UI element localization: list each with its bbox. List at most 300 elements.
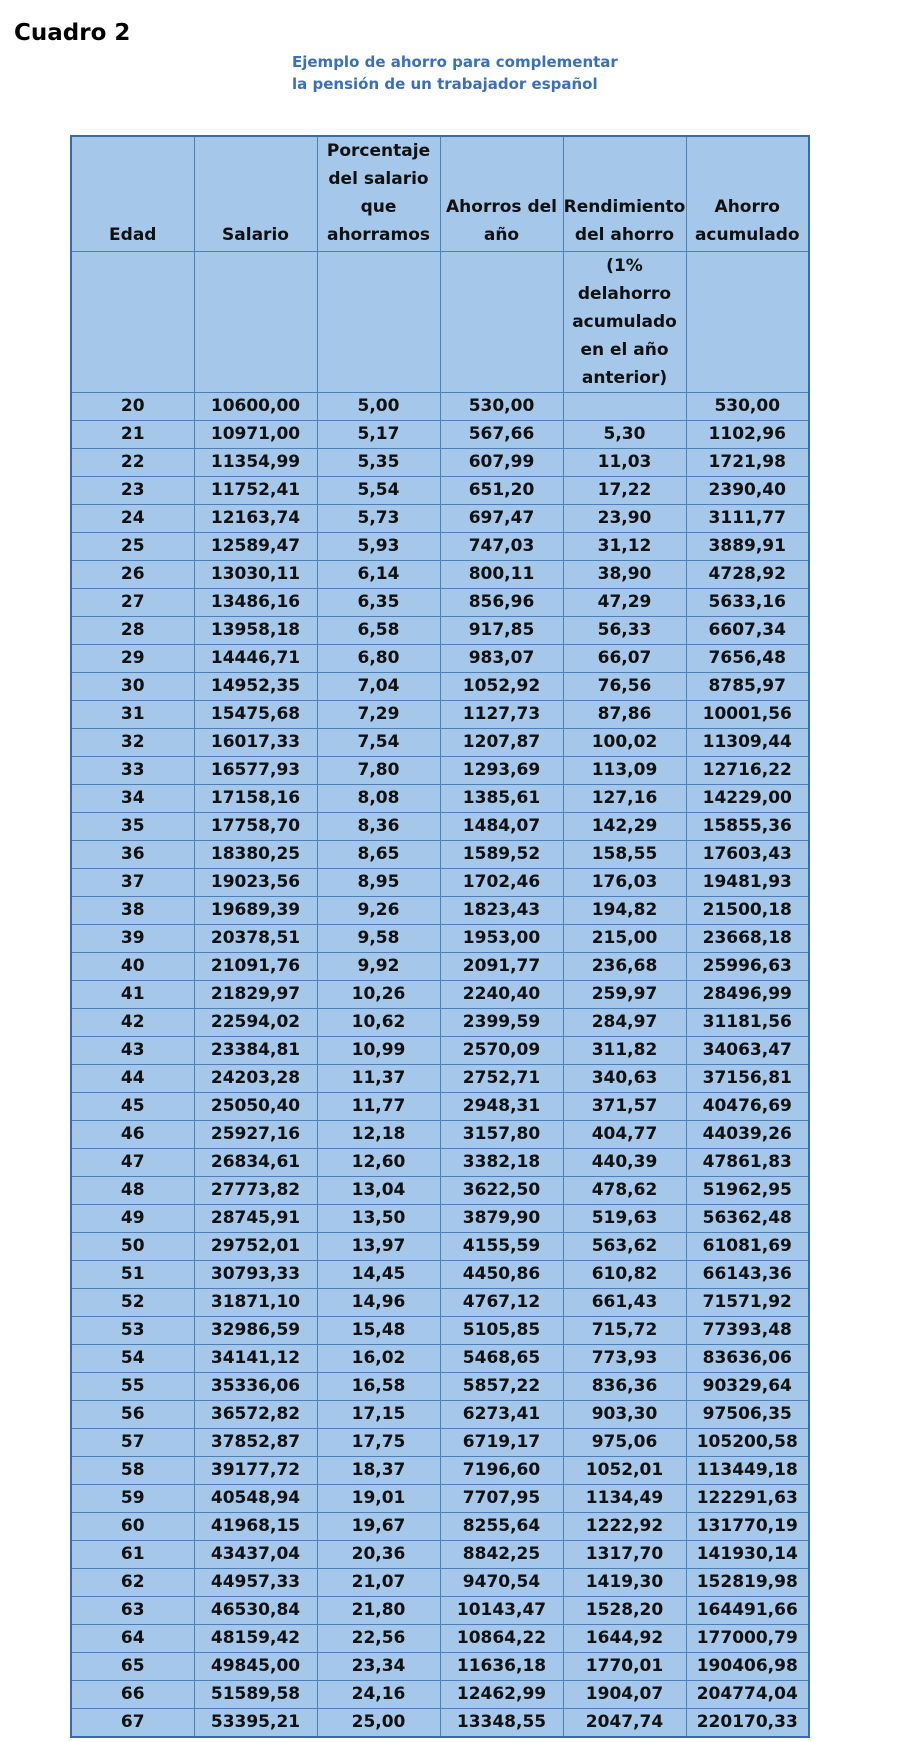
cell-year-savings: 2240,40 <box>440 981 563 1009</box>
cell-savings-percent: 13,97 <box>317 1233 440 1261</box>
cell-age: 48 <box>71 1177 194 1205</box>
cell-accumulated: 14229,00 <box>686 785 809 813</box>
cell-year-savings: 2399,59 <box>440 1009 563 1037</box>
cell-savings-percent: 9,58 <box>317 925 440 953</box>
cell-accumulated: 6607,34 <box>686 617 809 645</box>
cell-salary: 13486,16 <box>194 589 317 617</box>
cell-savings-percent: 19,01 <box>317 1485 440 1513</box>
yield-note-line: acumulado <box>572 312 677 332</box>
cell-yield: 1222,92 <box>563 1513 686 1541</box>
cell-age: 52 <box>71 1289 194 1317</box>
cell-savings-percent: 8,95 <box>317 869 440 897</box>
column-header-age <box>71 136 194 252</box>
cell-savings-percent: 5,17 <box>317 421 440 449</box>
table-row <box>71 925 809 953</box>
cell-accumulated: 83636,06 <box>686 1345 809 1373</box>
note-cell-empty <box>440 252 563 393</box>
cell-yield: 519,63 <box>563 1205 686 1233</box>
table-row <box>71 1625 809 1653</box>
table-row <box>71 897 809 925</box>
table-row <box>71 1205 809 1233</box>
cell-age: 60 <box>71 1513 194 1541</box>
cell-yield: 311,82 <box>563 1037 686 1065</box>
table-row <box>71 1037 809 1065</box>
cell-salary: 34141,12 <box>194 1345 317 1373</box>
cell-accumulated: 12716,22 <box>686 757 809 785</box>
cell-year-savings: 856,96 <box>440 589 563 617</box>
cell-yield: 661,43 <box>563 1289 686 1317</box>
cell-salary: 39177,72 <box>194 1457 317 1485</box>
cell-yield: 1419,30 <box>563 1569 686 1597</box>
cell-savings-percent: 16,02 <box>317 1345 440 1373</box>
cell-accumulated: 44039,26 <box>686 1121 809 1149</box>
cell-yield: 610,82 <box>563 1261 686 1289</box>
cell-salary: 28745,91 <box>194 1205 317 1233</box>
cell-age: 34 <box>71 785 194 813</box>
cell-salary: 19023,56 <box>194 869 317 897</box>
cell-yield: 215,00 <box>563 925 686 953</box>
cell-yield: 1052,01 <box>563 1457 686 1485</box>
cell-salary: 31871,10 <box>194 1289 317 1317</box>
cell-age: 44 <box>71 1065 194 1093</box>
cell-yield: 715,72 <box>563 1317 686 1345</box>
cell-age: 20 <box>71 393 194 421</box>
table-row <box>71 449 809 477</box>
table-row <box>71 1233 809 1261</box>
cell-year-savings: 697,47 <box>440 505 563 533</box>
cell-salary: 51589,58 <box>194 1681 317 1709</box>
cell-accumulated: 19481,93 <box>686 869 809 897</box>
cell-accumulated: 1721,98 <box>686 449 809 477</box>
header-line: ahorramos <box>326 225 430 245</box>
header-line: acumulado <box>694 225 800 245</box>
cell-age: 59 <box>71 1485 194 1513</box>
table-row <box>71 1653 809 1681</box>
cell-yield: 142,29 <box>563 813 686 841</box>
cell-year-savings: 4155,59 <box>440 1233 563 1261</box>
table-row <box>71 1289 809 1317</box>
header-line: Rendimiento <box>563 197 686 217</box>
cell-savings-percent: 22,56 <box>317 1625 440 1653</box>
cell-year-savings: 12462,99 <box>440 1681 563 1709</box>
table-row <box>71 1513 809 1541</box>
cell-salary: 40548,94 <box>194 1485 317 1513</box>
cell-age: 30 <box>71 673 194 701</box>
table-row <box>71 1541 809 1569</box>
cell-age: 26 <box>71 561 194 589</box>
cell-yield: 371,57 <box>563 1093 686 1121</box>
cell-savings-percent: 9,26 <box>317 897 440 925</box>
cell-savings-percent: 18,37 <box>317 1457 440 1485</box>
cell-age: 54 <box>71 1345 194 1373</box>
cell-salary: 16017,33 <box>194 729 317 757</box>
cell-accumulated: 61081,69 <box>686 1233 809 1261</box>
cell-accumulated: 28496,99 <box>686 981 809 1009</box>
cell-savings-percent: 20,36 <box>317 1541 440 1569</box>
table-row <box>71 813 809 841</box>
header-line: Ahorro <box>714 197 780 217</box>
cell-age: 21 <box>71 421 194 449</box>
cell-year-savings: 3157,80 <box>440 1121 563 1149</box>
cell-year-savings: 917,85 <box>440 617 563 645</box>
table-row <box>71 981 809 1009</box>
cell-year-savings: 10143,47 <box>440 1597 563 1625</box>
table-row <box>71 1401 809 1429</box>
cell-year-savings: 13348,55 <box>440 1709 563 1738</box>
cell-salary: 32986,59 <box>194 1317 317 1345</box>
table-row <box>71 1149 809 1177</box>
cell-savings-percent: 13,50 <box>317 1205 440 1233</box>
cell-year-savings: 1052,92 <box>440 673 563 701</box>
table-row <box>71 1597 809 1625</box>
cell-yield: 440,39 <box>563 1149 686 1177</box>
cell-savings-percent: 11,77 <box>317 1093 440 1121</box>
savings-table <box>70 135 810 1738</box>
cell-yield: 11,03 <box>563 449 686 477</box>
cell-yield: 56,33 <box>563 617 686 645</box>
cell-age: 22 <box>71 449 194 477</box>
cell-yield: 47,29 <box>563 589 686 617</box>
header-line: Porcentaje <box>326 141 431 161</box>
cell-yield <box>563 393 686 421</box>
cell-accumulated: 31181,56 <box>686 1009 809 1037</box>
cell-age: 31 <box>71 701 194 729</box>
cell-accumulated: 34063,47 <box>686 1037 809 1065</box>
table-row <box>71 1569 809 1597</box>
cell-age: 62 <box>71 1569 194 1597</box>
table-row <box>71 561 809 589</box>
cell-accumulated: 25996,63 <box>686 953 809 981</box>
cell-age: 33 <box>71 757 194 785</box>
cell-year-savings: 800,11 <box>440 561 563 589</box>
cell-savings-percent: 6,14 <box>317 561 440 589</box>
cell-yield: 1528,20 <box>563 1597 686 1625</box>
cell-age: 65 <box>71 1653 194 1681</box>
cell-year-savings: 567,66 <box>440 421 563 449</box>
table-row <box>71 757 809 785</box>
column-header-salary <box>194 136 317 252</box>
cell-salary: 24203,28 <box>194 1065 317 1093</box>
cell-salary: 25050,40 <box>194 1093 317 1121</box>
cell-accumulated: 5633,16 <box>686 589 809 617</box>
table-row <box>71 1709 809 1738</box>
cell-savings-percent: 10,62 <box>317 1009 440 1037</box>
cell-salary: 13958,18 <box>194 617 317 645</box>
cell-salary: 12163,74 <box>194 505 317 533</box>
cell-age: 37 <box>71 869 194 897</box>
cell-age: 46 <box>71 1121 194 1149</box>
cell-salary: 17758,70 <box>194 813 317 841</box>
cell-yield: 1770,01 <box>563 1653 686 1681</box>
cell-yield: 1644,92 <box>563 1625 686 1653</box>
cell-savings-percent: 10,26 <box>317 981 440 1009</box>
cell-salary: 43437,04 <box>194 1541 317 1569</box>
cell-age: 45 <box>71 1093 194 1121</box>
column-header-savings-percent <box>317 136 440 252</box>
cell-yield: 113,09 <box>563 757 686 785</box>
cell-age: 55 <box>71 1373 194 1401</box>
yield-note-line: anterior) <box>581 368 668 388</box>
cell-savings-percent: 25,00 <box>317 1709 440 1738</box>
cell-salary: 11752,41 <box>194 477 317 505</box>
cell-salary: 46530,84 <box>194 1597 317 1625</box>
cell-yield: 66,07 <box>563 645 686 673</box>
cell-savings-percent: 14,96 <box>317 1289 440 1317</box>
cell-age: 58 <box>71 1457 194 1485</box>
cell-yield: 31,12 <box>563 533 686 561</box>
cell-accumulated: 177000,79 <box>686 1625 809 1653</box>
header-line: Salario <box>222 225 289 245</box>
cell-year-savings: 2948,31 <box>440 1093 563 1121</box>
cell-yield: 158,55 <box>563 841 686 869</box>
cell-year-savings: 2091,77 <box>440 953 563 981</box>
cell-age: 38 <box>71 897 194 925</box>
cell-salary: 21829,97 <box>194 981 317 1009</box>
cell-salary: 18380,25 <box>194 841 317 869</box>
cell-accumulated: 90329,64 <box>686 1373 809 1401</box>
cell-age: 39 <box>71 925 194 953</box>
cell-accumulated: 131770,19 <box>686 1513 809 1541</box>
table-row <box>71 1065 809 1093</box>
table-row <box>71 505 809 533</box>
subtitle-line-2: la pensión de un trabajador español <box>292 75 598 93</box>
cell-year-savings: 1589,52 <box>440 841 563 869</box>
cell-salary: 10971,00 <box>194 421 317 449</box>
cell-savings-percent: 8,08 <box>317 785 440 813</box>
cell-savings-percent: 12,18 <box>317 1121 440 1149</box>
cell-yield: 836,36 <box>563 1373 686 1401</box>
cell-savings-percent: 7,54 <box>317 729 440 757</box>
cell-year-savings: 607,99 <box>440 449 563 477</box>
cell-age: 32 <box>71 729 194 757</box>
cell-salary: 30793,33 <box>194 1261 317 1289</box>
table-row <box>71 1009 809 1037</box>
cell-year-savings: 8842,25 <box>440 1541 563 1569</box>
cell-accumulated: 152819,98 <box>686 1569 809 1597</box>
table-row <box>71 673 809 701</box>
cell-salary: 23384,81 <box>194 1037 317 1065</box>
column-header-row <box>71 136 809 252</box>
header-line: Ahorros del <box>446 197 557 217</box>
cell-year-savings: 1702,46 <box>440 869 563 897</box>
cell-year-savings: 651,20 <box>440 477 563 505</box>
cell-salary: 13030,11 <box>194 561 317 589</box>
cell-accumulated: 17603,43 <box>686 841 809 869</box>
cell-yield: 1904,07 <box>563 1681 686 1709</box>
cell-year-savings: 530,00 <box>440 393 563 421</box>
cell-salary: 36572,82 <box>194 1401 317 1429</box>
cell-yield: 23,90 <box>563 505 686 533</box>
cell-accumulated: 1102,96 <box>686 421 809 449</box>
cell-accumulated: 51962,95 <box>686 1177 809 1205</box>
column-header-year-savings <box>440 136 563 252</box>
header-line: año <box>483 225 520 245</box>
cell-age: 47 <box>71 1149 194 1177</box>
cell-accumulated: 11309,44 <box>686 729 809 757</box>
cell-age: 57 <box>71 1429 194 1457</box>
cell-age: 66 <box>71 1681 194 1709</box>
table-row <box>71 701 809 729</box>
cell-accumulated: 190406,98 <box>686 1653 809 1681</box>
cell-yield: 17,22 <box>563 477 686 505</box>
cell-accumulated: 164491,66 <box>686 1597 809 1625</box>
cell-accumulated: 56362,48 <box>686 1205 809 1233</box>
cell-salary: 19689,39 <box>194 897 317 925</box>
cell-accumulated: 23668,18 <box>686 925 809 953</box>
table-row <box>71 785 809 813</box>
table-row <box>71 393 809 421</box>
cell-salary: 15475,68 <box>194 701 317 729</box>
cell-yield: 259,97 <box>563 981 686 1009</box>
cell-age: 25 <box>71 533 194 561</box>
note-cell-empty <box>71 252 194 393</box>
cell-age: 61 <box>71 1541 194 1569</box>
cell-savings-percent: 12,60 <box>317 1149 440 1177</box>
cell-salary: 44957,33 <box>194 1569 317 1597</box>
yield-note-line: delahorro <box>577 284 672 304</box>
cell-year-savings: 983,07 <box>440 645 563 673</box>
cell-age: 49 <box>71 1205 194 1233</box>
cell-savings-percent: 6,80 <box>317 645 440 673</box>
cell-savings-percent: 5,54 <box>317 477 440 505</box>
cell-accumulated: 141930,14 <box>686 1541 809 1569</box>
table-row <box>71 477 809 505</box>
table-row <box>71 1681 809 1709</box>
cell-year-savings: 1823,43 <box>440 897 563 925</box>
cell-salary: 41968,15 <box>194 1513 317 1541</box>
cell-year-savings: 10864,22 <box>440 1625 563 1653</box>
cell-accumulated: 10001,56 <box>686 701 809 729</box>
cell-age: 53 <box>71 1317 194 1345</box>
cell-accumulated: 3889,91 <box>686 533 809 561</box>
cell-accumulated: 2390,40 <box>686 477 809 505</box>
cell-savings-percent: 16,58 <box>317 1373 440 1401</box>
table-row <box>71 1121 809 1149</box>
table-row <box>71 1457 809 1485</box>
cell-age: 41 <box>71 981 194 1009</box>
cell-age: 27 <box>71 589 194 617</box>
cell-yield: 176,03 <box>563 869 686 897</box>
cell-yield: 127,16 <box>563 785 686 813</box>
table-row <box>71 869 809 897</box>
cell-savings-percent: 13,04 <box>317 1177 440 1205</box>
cell-yield: 100,02 <box>563 729 686 757</box>
cell-age: 42 <box>71 1009 194 1037</box>
cell-yield: 563,62 <box>563 1233 686 1261</box>
table-row <box>71 533 809 561</box>
cell-salary: 16577,93 <box>194 757 317 785</box>
cell-salary: 49845,00 <box>194 1653 317 1681</box>
cell-accumulated: 40476,69 <box>686 1093 809 1121</box>
table-subtitle <box>292 51 618 95</box>
cell-accumulated: 530,00 <box>686 393 809 421</box>
cell-year-savings: 9470,54 <box>440 1569 563 1597</box>
cell-age: 40 <box>71 953 194 981</box>
cell-savings-percent: 5,35 <box>317 449 440 477</box>
cell-year-savings: 6719,17 <box>440 1429 563 1457</box>
cell-savings-percent: 17,15 <box>317 1401 440 1429</box>
table-row <box>71 1429 809 1457</box>
cell-salary: 53395,21 <box>194 1709 317 1738</box>
cell-accumulated: 204774,04 <box>686 1681 809 1709</box>
cell-accumulated: 4728,92 <box>686 561 809 589</box>
cell-salary: 12589,47 <box>194 533 317 561</box>
table-row <box>71 589 809 617</box>
cell-savings-percent: 6,35 <box>317 589 440 617</box>
cell-year-savings: 3622,50 <box>440 1177 563 1205</box>
cell-accumulated: 71571,92 <box>686 1289 809 1317</box>
cell-age: 24 <box>71 505 194 533</box>
cell-accumulated: 66143,36 <box>686 1261 809 1289</box>
cell-accumulated: 97506,35 <box>686 1401 809 1429</box>
cell-yield: 236,68 <box>563 953 686 981</box>
cell-salary: 14446,71 <box>194 645 317 673</box>
cell-salary: 26834,61 <box>194 1149 317 1177</box>
cell-yield: 38,90 <box>563 561 686 589</box>
cell-salary: 11354,99 <box>194 449 317 477</box>
cell-year-savings: 5105,85 <box>440 1317 563 1345</box>
table-row <box>71 729 809 757</box>
column-note-row <box>71 252 809 393</box>
cell-savings-percent: 8,65 <box>317 841 440 869</box>
table-row <box>71 1317 809 1345</box>
cell-savings-percent: 9,92 <box>317 953 440 981</box>
cell-age: 50 <box>71 1233 194 1261</box>
table-row <box>71 1177 809 1205</box>
cell-age: 29 <box>71 645 194 673</box>
cell-year-savings: 6273,41 <box>440 1401 563 1429</box>
table-row <box>71 1093 809 1121</box>
cell-savings-percent: 6,58 <box>317 617 440 645</box>
table-row <box>71 1373 809 1401</box>
cell-savings-percent: 19,67 <box>317 1513 440 1541</box>
cell-salary: 27773,82 <box>194 1177 317 1205</box>
column-header-accumulated <box>686 136 809 252</box>
table-row <box>71 1345 809 1373</box>
cell-salary: 14952,35 <box>194 673 317 701</box>
table-body <box>71 393 809 1738</box>
note-cell-empty <box>686 252 809 393</box>
cell-accumulated: 113449,18 <box>686 1457 809 1485</box>
cell-savings-percent: 21,07 <box>317 1569 440 1597</box>
cell-salary: 20378,51 <box>194 925 317 953</box>
cell-yield: 903,30 <box>563 1401 686 1429</box>
column-header-yield <box>563 136 686 252</box>
header-line: del salario <box>328 169 429 189</box>
table-row <box>71 841 809 869</box>
cell-year-savings: 3879,90 <box>440 1205 563 1233</box>
cell-yield: 975,06 <box>563 1429 686 1457</box>
cell-savings-percent: 10,99 <box>317 1037 440 1065</box>
cell-year-savings: 11636,18 <box>440 1653 563 1681</box>
cell-savings-percent: 5,00 <box>317 393 440 421</box>
cell-accumulated: 7656,48 <box>686 645 809 673</box>
cell-year-savings: 8255,64 <box>440 1513 563 1541</box>
cell-yield: 478,62 <box>563 1177 686 1205</box>
cell-age: 51 <box>71 1261 194 1289</box>
cell-accumulated: 77393,48 <box>686 1317 809 1345</box>
cell-salary: 35336,06 <box>194 1373 317 1401</box>
cell-salary: 29752,01 <box>194 1233 317 1261</box>
cell-savings-percent: 8,36 <box>317 813 440 841</box>
yield-note-cell <box>563 252 686 393</box>
cell-year-savings: 7707,95 <box>440 1485 563 1513</box>
cell-yield: 404,77 <box>563 1121 686 1149</box>
table-row <box>71 421 809 449</box>
cell-salary: 17158,16 <box>194 785 317 813</box>
cell-age: 63 <box>71 1597 194 1625</box>
table-row <box>71 953 809 981</box>
